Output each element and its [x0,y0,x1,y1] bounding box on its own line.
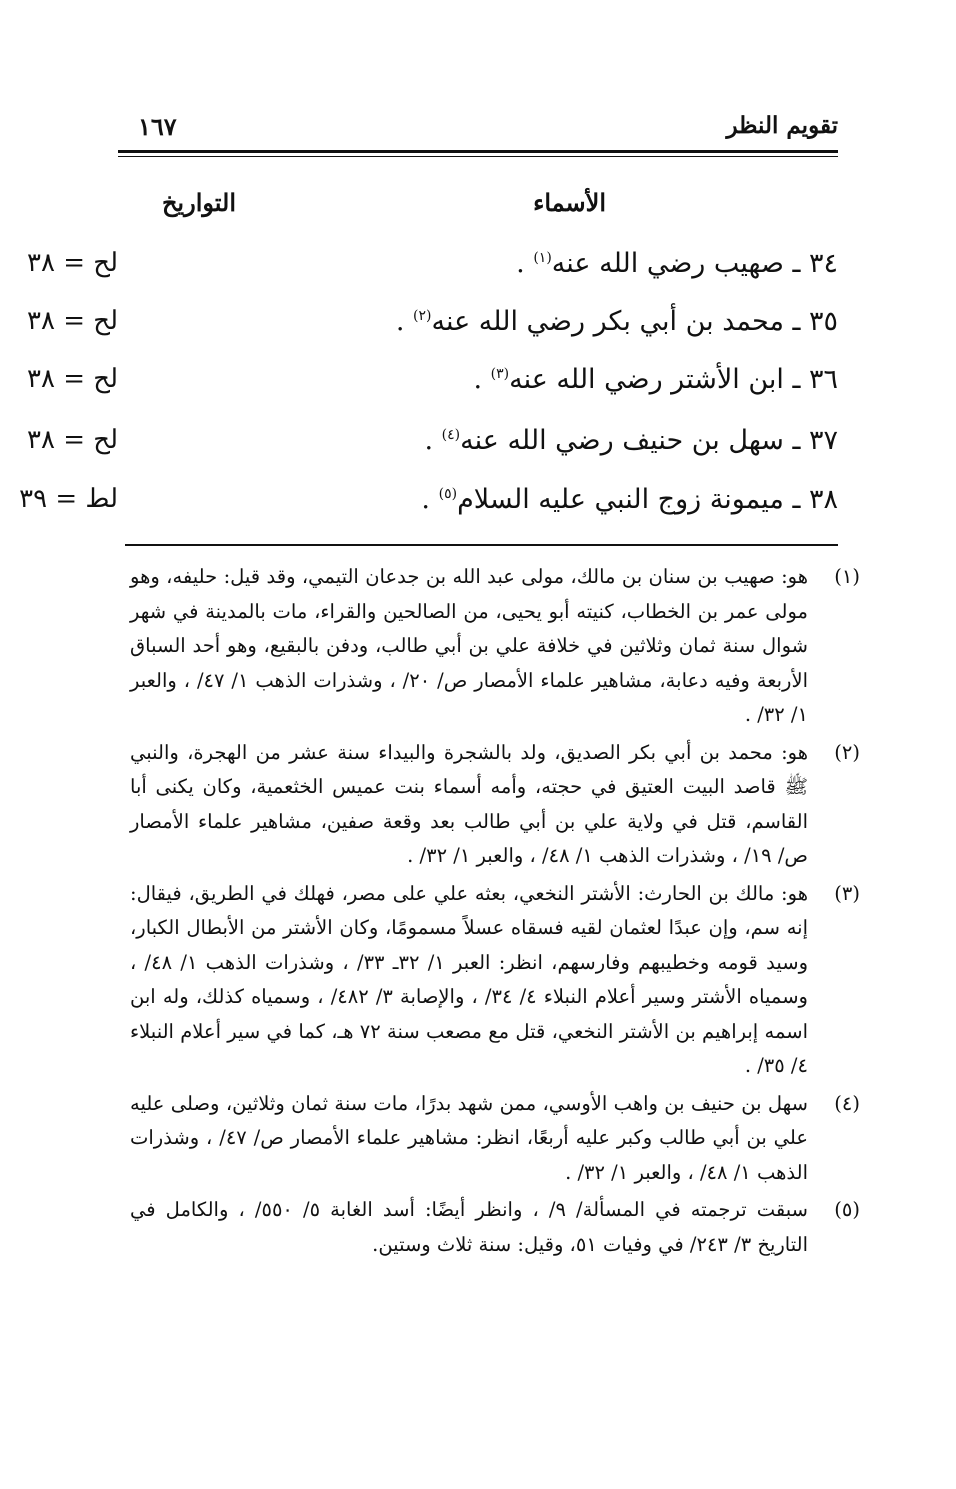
footnote-text: سهل بن حنيف بن واهب الأوسي، ممن شهد بدرًا، مات سنة ثمان وثلاثين، وصلى عليه علي بن أبي طالب وكبر عليه أربعًا، انظر: مشاهير علماء الأمصار ص/ ٤٧/ ، وشذرات الذهب ١/ ٤٨/ ، والعبر ١/ ٣٢/ . [130,1091,808,1184]
running-title: تقويم النظر [726,112,838,139]
dates-column-heading: التواريخ [161,188,236,217]
footnote [130,736,860,874]
footnote-text: سبقت ترجمته في المسألة/ ٩/ ، وانظر أيضًا: أسد الغابة ٥/ ٥٥٠/ ، والكامل في التاريخ ٣/ ٢٤٣/ في وفيات ٥١، وقيل: سنة ثلاث وستين. [130,1198,808,1256]
row-date: لح = ٣٨ [27,306,118,336]
row-date: لط = ٣٩ [19,484,118,514]
footnote-text: هو: مالك بن الحارث: الأشتر النخعي، بعثه علي على مصر، فهلك في الطريق، فيقال: إنه سم، وإن عبدًا لعثمان لقيه فسقاه عسلاً مسمومًا، وكان الأشتر من الأبطال الكبار، وسيد قومه وخطيبهم وفارسهم، انظر: العبر ١/ ٣٢ـ ٣٣/ ، وشذرات الذهب ١/ ٤٨/ ، وسمياه الأشتر وسير أعلام النبلاء ٤/ ٣٤/ ، والإصابة ٣/ ٤٨٢/ ، وسمياه كذلك، وله ابن اسمه إبراهيم بن الأشتر النخعي، قتل مع مصعب سنة ٧٢ هـ، كما في سير أعلام النبلاء ٤/ ٣٥/ . [130,881,809,1077]
names-column-heading: الأسماء [533,188,606,217]
row-name: ٣٧ ـ سهل بن حنيف رضي الله عنه$^{(٤)}$ . [424,425,838,456]
footnote-text: هو: صهيب بن سنان بن مالك، مولى عبد الله بن جدعان التيمي، وقد قيل: حليفه، وهو مولى عمر بن الخطاب، كنيته أبو يحيى، من الصالحين والقراء، مات بالمدينة في شهر شوال سنة ثمان وثلاثين في خلافة علي بن أبي طالب، ودفن بالبقيع، وهو أحد السباق الأربعة وفيه دعابة، مشاهير علماء الأمصار ص/ ٢٠/ ، وشذرات الذهب ١/ ٤٧/ ، والعبر ١/ ٣٢/ . [130,565,808,726]
footnote-ref: (٢) [413,308,432,324]
header-rule-thin [118,156,838,157]
row-name: ٣٨ ـ ميمونة زوج النبي عليه السلام$^{(٥)}$ . [421,484,838,515]
row-name: ٣٦ ـ ابن الأشتر رضي الله عنه$^{(٣)}$ . [473,364,838,395]
header-rule-thick [118,150,838,153]
table-row [19,484,838,532]
footnote-number: (٥) [834,1198,860,1221]
footnote-separator [125,544,838,546]
table-row [27,364,838,412]
footnote-number: (٣) [834,881,860,905]
footnote [130,1087,860,1191]
footnote-ref: (٣) [490,366,510,382]
row-date: لح = ٣٨ [27,364,118,394]
row-date: لح = ٣٨ [27,248,118,278]
footnote [130,560,860,733]
footnote-number: (٤) [834,1091,860,1115]
footnote-number: (١) [834,565,860,588]
footnote-ref: (٤) [441,427,461,443]
table-row [27,248,838,296]
page-number: ١٦٧ [138,112,177,141]
footnote [130,877,860,1084]
table-row [27,425,838,473]
footnote [130,1193,860,1262]
footnote-ref: (٥) [438,486,458,502]
footnotes [130,560,860,1265]
table-row [27,306,838,354]
footnote-ref: (١) [533,250,552,266]
footnote-number: (٢) [834,740,860,764]
row-name: ٣٥ ـ محمد بن أبي بكر رضي الله عنه$^{(٢)}$ . [395,306,838,337]
running-header [118,108,838,152]
row-name: ٣٤ ـ صهيب رضي الله عنه$^{(١)}$ . [516,248,838,279]
footnote-text: هو: محمد بن أبي بكر الصديق، ولد بالشجرة والبيداء سنة عشر من الهجرة، والنبي ﷺ قاصد البيت العتيق في حجته، وأمه أسماء بنت عميس الخثعمية، وكان يكنى أبا القاسم، قتل في ولاية علي بن أبي طالب بعد وقعة صفين، مشاهير علماء الأمصار ص/ ١٩/ ، وشذرات الذهب ١/ ٤٨/ ، والعبر ١/ ٣٢/ . [130,740,808,867]
row-date: لح = ٣٨ [27,425,118,455]
